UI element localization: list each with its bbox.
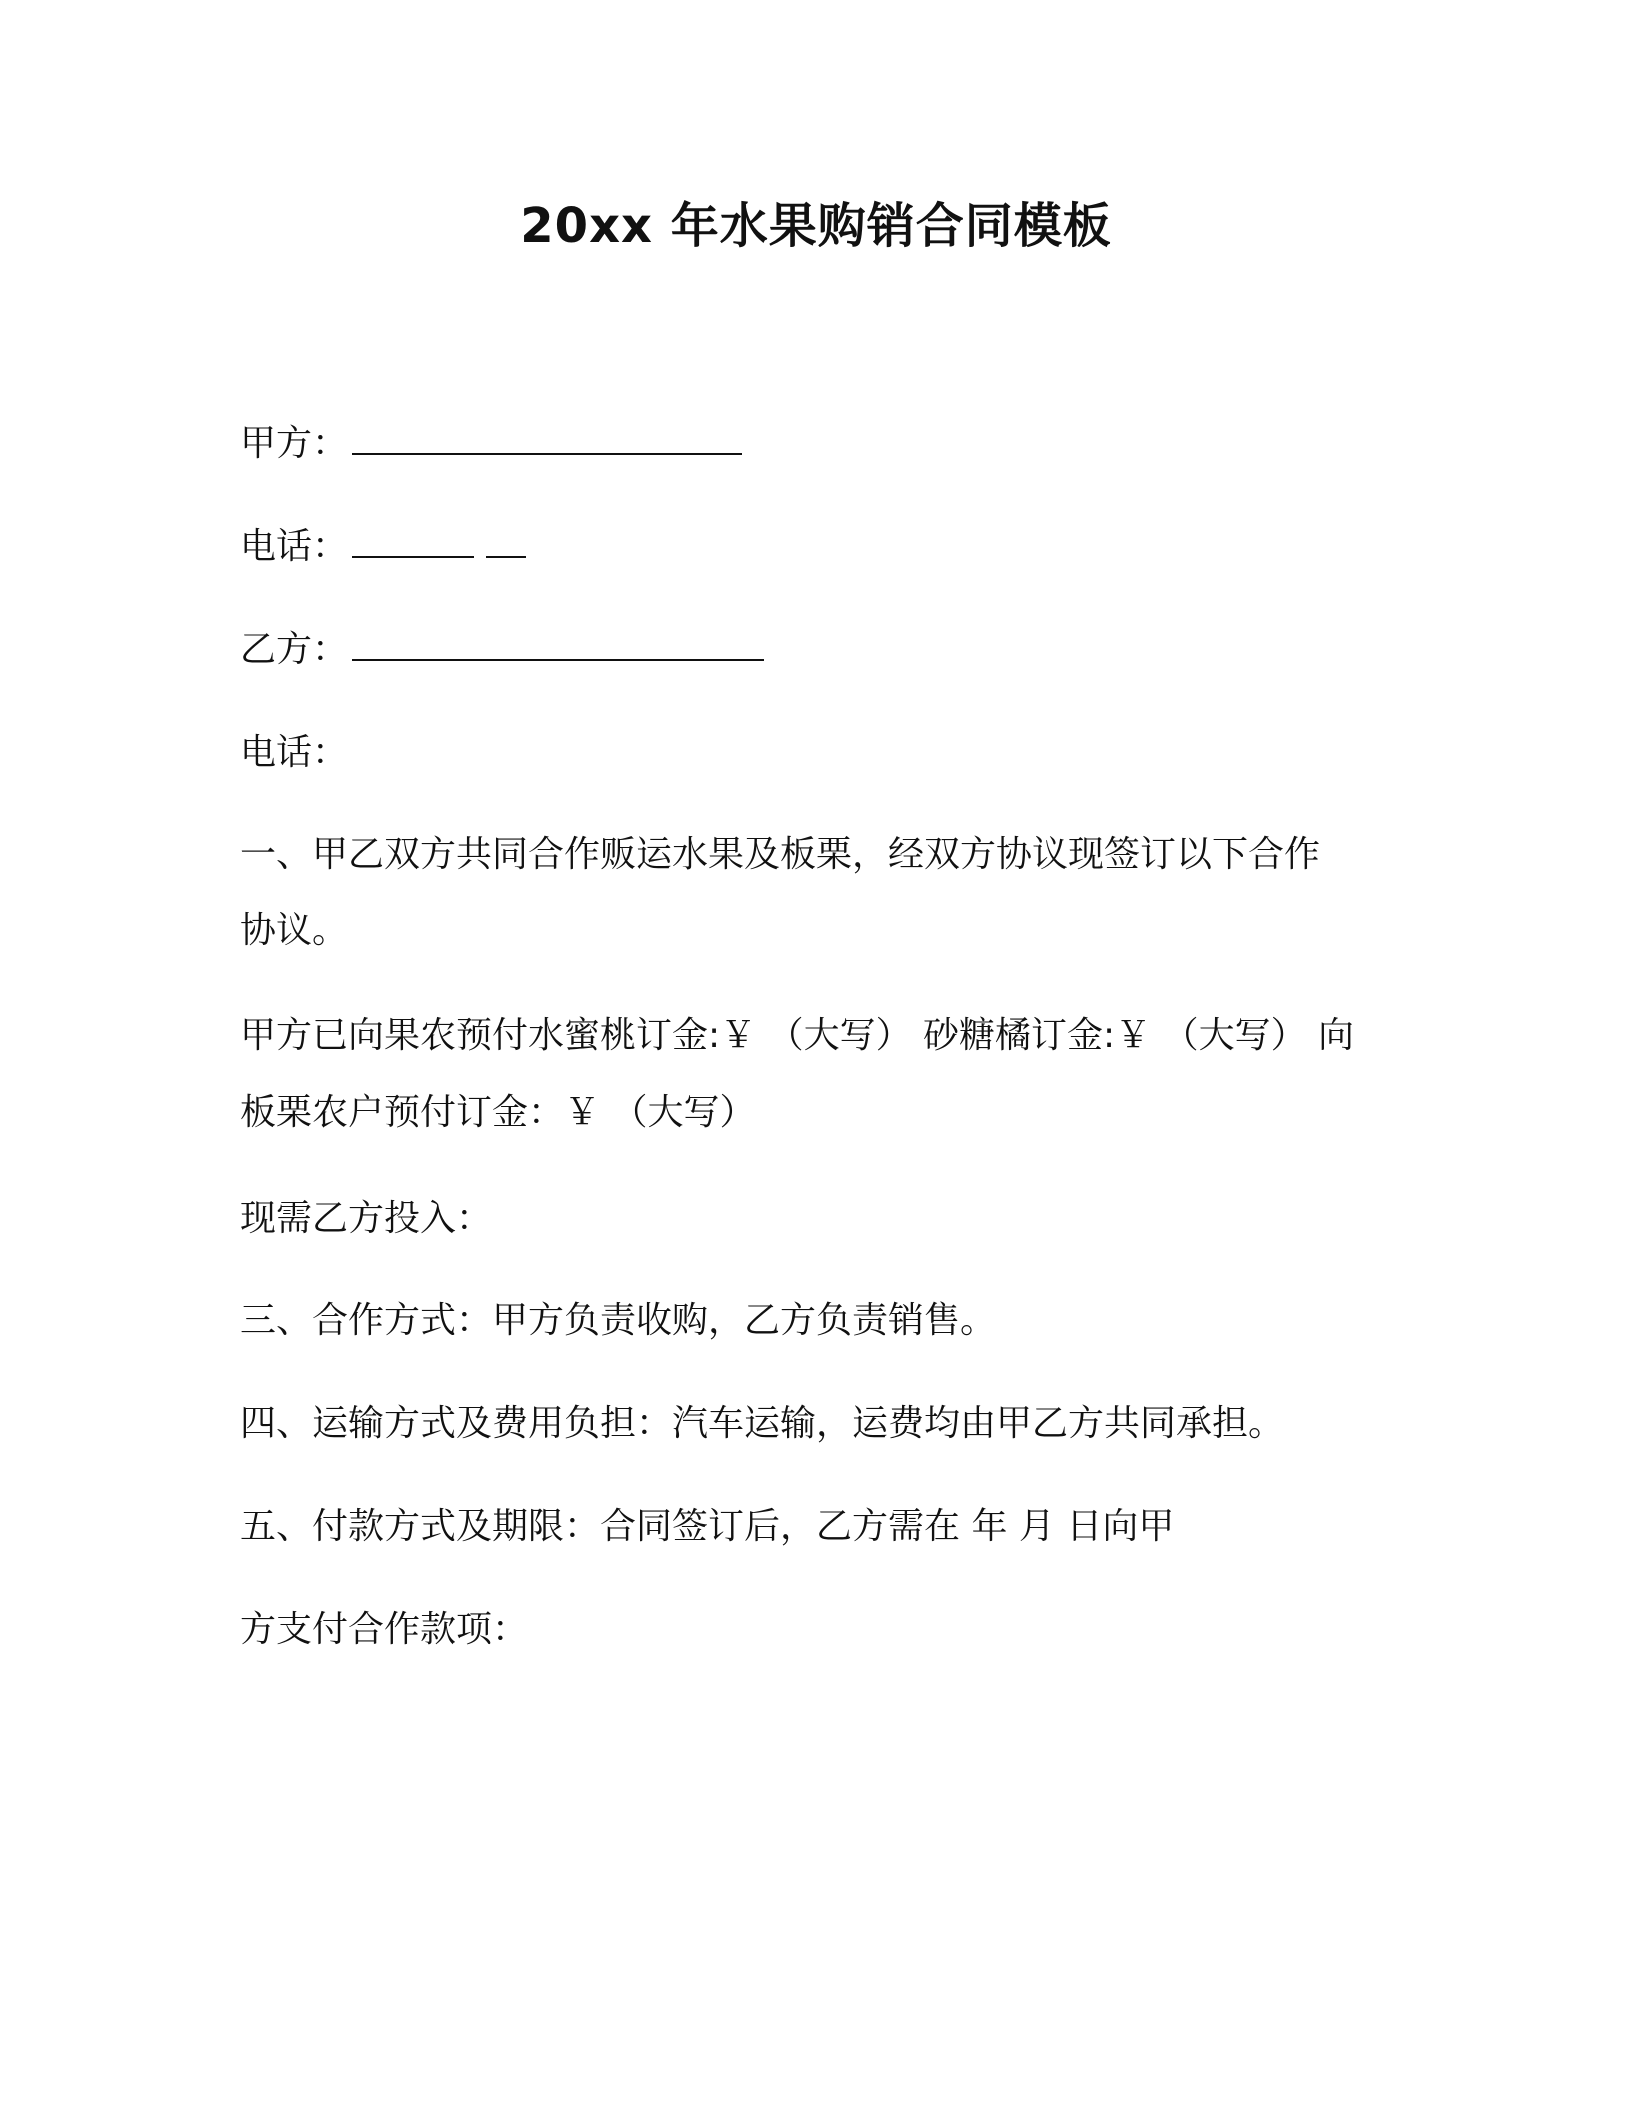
party-b-blank [352, 629, 764, 661]
party-a-label: 甲方： [240, 423, 349, 464]
clause-3-line: 三、合作方式：甲方负责收购，乙方负责销售。 [240, 1300, 997, 1341]
document-title: 20xx 年水果购销合同模板 [520, 198, 1112, 254]
party-a-line [240, 420, 742, 468]
party-b-phone-label: 电话： [240, 732, 349, 773]
party-b-phone-line [240, 729, 348, 777]
party-a-phone-blank-2 [486, 526, 526, 558]
clause-1-line-1: 一、甲乙双方共同合作贩运水果及板栗，经双方协议现签订以下合作 [240, 834, 1321, 875]
party-a-blank [352, 423, 742, 455]
party-a-phone-blank [352, 526, 474, 558]
deposit-line-1: 甲方已向果农预付水蜜桃订金:￥ （大写） 砂糖橘订金:￥ （大写） 向 [240, 1015, 1355, 1056]
party-b-label: 乙方： [240, 629, 349, 670]
clause-4-line: 四、运输方式及费用负担：汽车运输，运费均由甲乙方共同承担。 [240, 1403, 1285, 1444]
clause-5-line-1: 五、付款方式及期限：合同签订后，乙方需在 年 月 日向甲 [240, 1506, 1175, 1547]
party-a-phone-line [240, 523, 526, 571]
clause-5-line-2: 方支付合作款项： [240, 1609, 529, 1650]
clause-1-line-2: 协议。 [240, 910, 349, 951]
deposit-line-2: 板栗农户预付订金：￥ （大写） [240, 1092, 756, 1133]
investment-line: 现需乙方投入： [240, 1198, 493, 1239]
party-a-phone-label: 电话： [240, 526, 349, 567]
party-b-line [240, 626, 764, 674]
